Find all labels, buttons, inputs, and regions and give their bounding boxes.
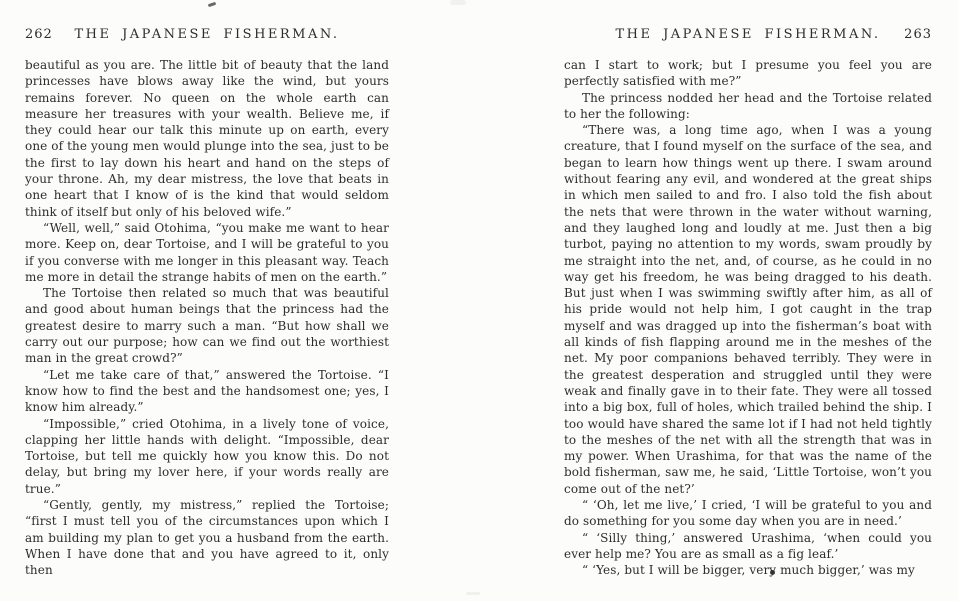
page-right-body (564, 57, 932, 579)
running-title-right: THE JAPANESE FISHERMAN. (615, 27, 881, 42)
page-left-body (25, 57, 389, 579)
running-title-left: THE JAPANESE FISHERMAN. (74, 27, 340, 42)
page-right-header (564, 27, 932, 42)
paragraph: “Well, well,” said Otohima, “you make me want to hear more. Keep on, dear Tortoise, and I will be grateful to you if you converse with me longer in this pleasant way. Teach me more in detail the strange habits of men on the earth.” (25, 220, 389, 284)
paragraph: The Tortoise then related so much that was beautiful and good about human beings that the princess had the greatest desire to marry such a man. “But how shall we carry out our purpose; how can we find out the worthiest man in the great crowd?” (25, 286, 389, 366)
paragraph: The princess nodded her head and the Tortoise related to her the following: (564, 90, 932, 121)
paragraph: “ ‘Silly thing,’ answered Urashima, ‘when could you ever help me? You are as small as a fig leaf.’ (564, 530, 932, 561)
page-number-left: 262 (25, 27, 53, 42)
scan-smudge-top (450, 0, 466, 5)
paragraph: beautiful as you are. The little bit of beauty that the land princesses have blows away like the wind, but yours remains forever. No queen on the whole earth can measure her treasures with your wealth. Believe me, if they could hear our talk this minute up on earth, every one of the young men would plunge into the sea, just to be the first to lay down his heart and hand on the steps of your throne. Ah, my dear mistress, the love that beats in one heart that I know of is the kind that would seldom think of itself but only of his beloved wife.” (25, 58, 389, 219)
paragraph: “ ‘Oh, let me live,’ I cried, ‘I will be grateful to you and do something for you some day when you are in need.’ (564, 498, 932, 529)
page-number-right: 263 (904, 27, 932, 42)
paragraph: can I start to work; but I presume you feel you are perfectly satisfied with me?” (564, 58, 932, 89)
paragraph: “Let me take care of that,” answered the Tortoise. “I know how to find the best and the handsomest one; yes, I know him already.” (25, 367, 389, 415)
paragraph: “Impossible,” cried Otohima, in a lively tone of voice, clapping her little hands with delight. “Impossible, dear Tortoise, but tell me quickly how you know this. Do not delay, but bring my lover here, if your words really are true.” (25, 416, 389, 496)
paragraph: “Gently, gently, my mistress,” replied the Tortoise; “first I must tell you of the circumstances upon which I am building my plan to get you a husband from the earth. When I have done that and you have agreed to it, only then (25, 498, 389, 578)
page-left (25, 27, 389, 579)
scan-smudge-bottom (466, 592, 480, 595)
page-right (564, 27, 932, 579)
page-left-header (25, 27, 389, 42)
paragraph: “ ‘Yes, but I will be bigger, very much bigger,’ was my (582, 563, 915, 578)
paragraph: “There was, a long time ago, when I was a young creature, that I found myself on the surface of the sea, and began to learn how things went up there. I swam around without fearing any evil, and wondered at the great ships in which men sailed to and fro. I also told the fish about the nets that were thrown in the water without warning, and they laughed long and loudly at me. Just then a big turbot, paying no attention to my words, swam proudly by me straight into the net, and, of course, as he could in no way get his freedom, he was being dragged to his death. But just when I was swimming swiftly after him, as all of his pride would not help him, I got caught in the trap myself and was dragged up into the fisherman’s boat with all kinds of fish flapping around me in the meshes of the net. My poor companions behaved terribly. They were in the greatest desperation and struggled until they were weak and finally gave in to their fate. They were all tossed into a big box, full of holes, which trailed behind the ship. I too would have shared the same lot if I had not held tightly to the meshes of the net with all the strength that was in my power. When Urashima, for that was the name of the bold fisherman, saw me, he said, ‘Little Tortoise, won’t you come out of the net?’ (564, 123, 932, 496)
ink-tick-artifact (208, 2, 217, 7)
